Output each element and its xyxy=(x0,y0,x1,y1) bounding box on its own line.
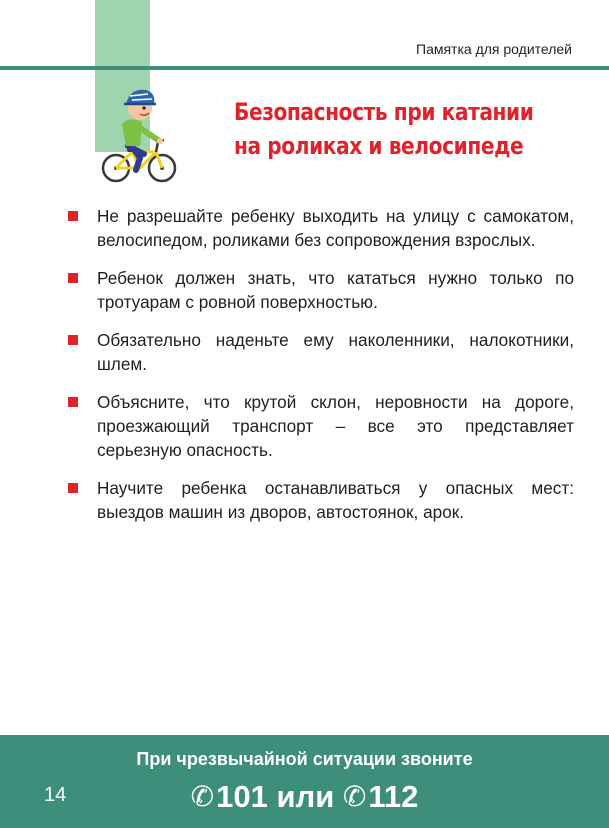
list-item xyxy=(68,266,574,314)
list-item-text: Ребенок должен знать, что кататься нужно только по тротуарам с ровной поверхностью. xyxy=(97,268,574,312)
title-line-2: на роликах и велосипеде xyxy=(234,132,524,160)
safety-tips-list xyxy=(68,204,574,538)
list-item xyxy=(68,476,574,524)
child-on-bicycle-icon xyxy=(100,82,180,188)
list-item-text: Не разрешайте ребенку выходить на улицу с самокатом, велосипедом, роликами без сопровождения взрослых. xyxy=(97,206,574,250)
handset-icon: ✆ xyxy=(190,781,215,812)
list-item xyxy=(68,328,574,376)
bullet-square-icon xyxy=(68,335,78,345)
list-item-text: Объясните, что крутой склон, неровности на дороге, проезжающий транспорт – все это представляет серьезную опасность. xyxy=(97,392,574,460)
page-title xyxy=(234,95,533,163)
emergency-numbers xyxy=(0,779,609,815)
list-item xyxy=(68,390,574,462)
emergency-number-1: 101 xyxy=(216,779,268,814)
header-divider xyxy=(0,66,609,70)
page-number: 14 xyxy=(44,784,67,806)
number-connector: или xyxy=(267,779,343,814)
title-line-1: Безопасность при катании xyxy=(234,98,534,126)
emergency-call-text: При чрезвычайной ситуации звоните xyxy=(136,749,473,769)
bullet-square-icon xyxy=(68,273,78,283)
list-item xyxy=(68,204,574,252)
list-item-text: Обязательно наденьте ему наколенники, налокотники, шлем. xyxy=(97,330,574,374)
list-item-text: Научите ребенка останавливаться у опасных мест: выездов машин из дворов, автостоянок, арок. xyxy=(97,478,574,522)
bullet-square-icon xyxy=(68,397,78,407)
handset-icon: ✆ xyxy=(342,781,367,812)
emergency-footer xyxy=(0,735,609,828)
bullet-square-icon xyxy=(68,483,78,493)
bullet-square-icon xyxy=(68,211,78,221)
emergency-number-2: 112 xyxy=(368,779,419,814)
header-title: Памятка для родителей xyxy=(416,41,572,57)
